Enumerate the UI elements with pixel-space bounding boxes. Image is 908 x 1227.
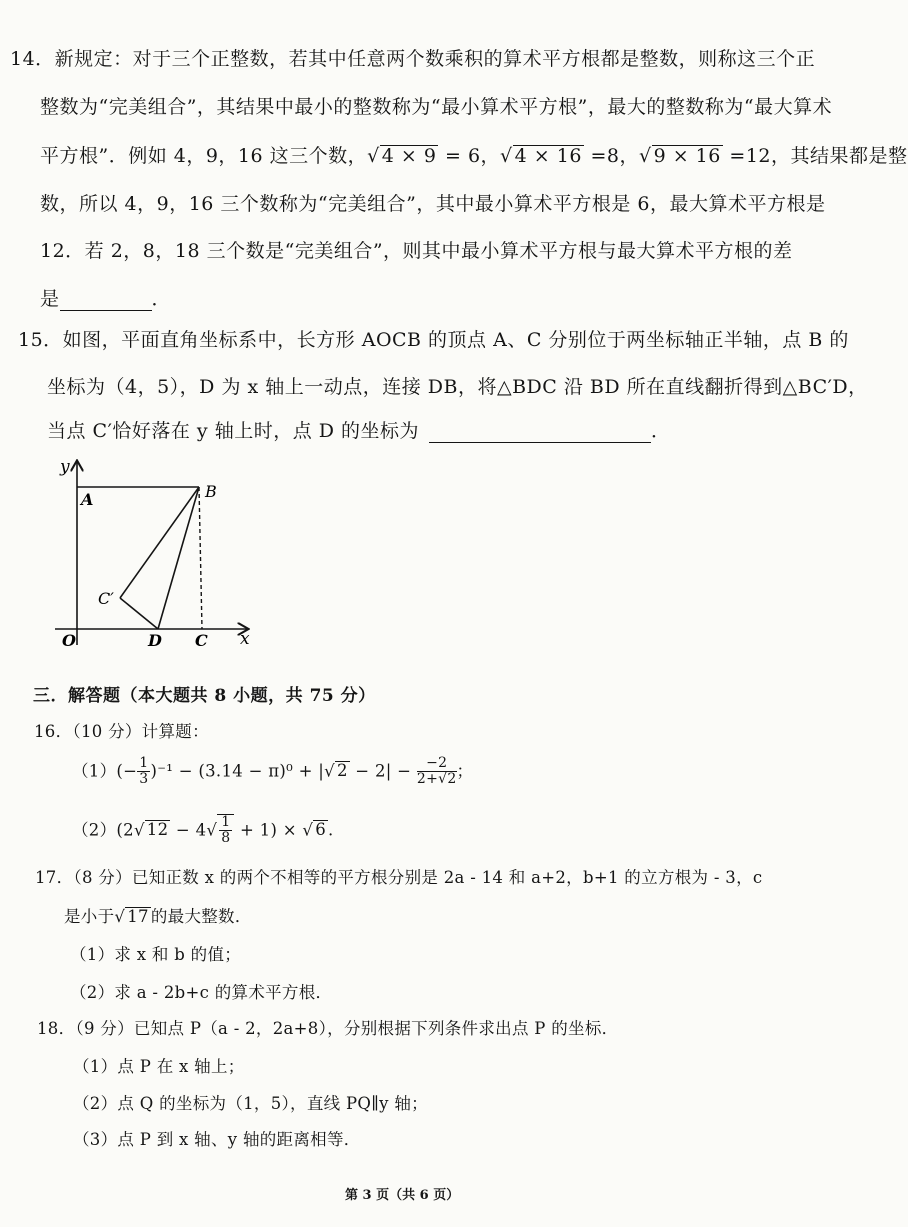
segment-bc-dashed xyxy=(199,487,202,629)
label-c-prime: C′ xyxy=(98,589,114,608)
q16-radical-6: 6 xyxy=(315,820,327,840)
q16-radical-eighth xyxy=(217,814,234,847)
q14-eq-2: =8， xyxy=(583,145,639,167)
q15-period: ． xyxy=(651,420,671,442)
sqrt-symbol: √ xyxy=(500,145,513,167)
q15-line-1: 15．如图，平面直角坐标系中，长方形 AOCB 的顶点 A、C 分别位于两坐标轴正半轴，点 B 的 xyxy=(18,329,849,351)
label-d: D xyxy=(148,631,162,650)
q15-line-3-text: 当点 C′恰好落在 y 轴上时，点 D 的坐标为 xyxy=(47,420,420,442)
q14-eq-1: = 6， xyxy=(438,145,501,167)
q14-radical-1: 4 × 9 xyxy=(381,145,437,167)
sqrt-symbol: √ xyxy=(324,761,335,781)
sqrt-symbol: √ xyxy=(114,907,126,926)
sqrt-symbol: √ xyxy=(133,820,145,840)
fraction-minus-two xyxy=(417,756,457,788)
answer-blank-15[interactable] xyxy=(429,424,651,443)
fraction-denominator: 2+√2 xyxy=(416,771,457,788)
q14-line-5: 12．若 2，8，18 三个数是“完美组合”，则其中最小算术平方根与最大算术平方根的差 xyxy=(40,240,793,262)
q16-p1-b: )⁻¹ − (3.14 − π)⁰ + | xyxy=(150,761,325,781)
answer-blank-14[interactable] xyxy=(60,292,152,311)
q17-line-2 xyxy=(64,903,252,927)
q16-heading: 16．（10 分）计算题： xyxy=(34,722,209,741)
q14-line-1: 14．新规定：对于三个正整数，若其中任意两个数乘积的算术平方根都是整数，则称这三个正 xyxy=(10,48,816,70)
q14-radical-3: 9 × 16 xyxy=(653,145,721,167)
fraction-one-third xyxy=(137,756,150,788)
q17-line-2-b: 的最大整数． xyxy=(150,907,252,926)
q15-line-2: 坐标为（4，5），D 为 x 轴上一动点，连接 DB，将△BDC 沿 BD 所在直线翻折得到△BC′D， xyxy=(47,376,868,398)
q14-line-6 xyxy=(40,284,171,311)
fraction-numerator: −2 xyxy=(417,756,457,772)
label-y: y xyxy=(60,457,70,477)
fraction-one-eighth xyxy=(219,815,232,847)
sqrt-symbol: √ xyxy=(638,145,652,167)
q16-p1-a: （1）(− xyxy=(72,761,138,781)
segment-bcprime xyxy=(120,487,199,598)
label-a: A xyxy=(81,490,94,509)
q15-line-3 xyxy=(47,416,671,443)
q14-radical-2: 4 × 16 xyxy=(514,145,582,167)
fraction-denominator: 3 xyxy=(139,771,149,788)
q14-line-2: 整数为“完美组合”，其结果中最小的整数称为“最小算术平方根”，最大的整数称为“最大算术 xyxy=(40,96,833,118)
label-o: O xyxy=(62,631,76,650)
q18-sub-2: （2）点 Q 的坐标为（1，5），直线 PQ∥y 轴； xyxy=(73,1094,428,1113)
label-x: x xyxy=(240,629,250,649)
q14-eq-3: =12，其结果都是整 xyxy=(722,145,908,167)
q14-line-6-text: 是 xyxy=(40,288,60,310)
fraction-denominator: 8 xyxy=(221,830,231,847)
q18-sub-3: （3）点 P 到 x 轴、y 轴的距离相等． xyxy=(73,1130,361,1149)
sqrt-symbol: √ xyxy=(302,820,314,840)
q18-sub-1: （1）点 P 在 x 轴上； xyxy=(73,1057,245,1076)
label-b: B xyxy=(205,482,217,501)
q16-radical-2: 2 xyxy=(336,761,348,781)
q17-line-2-a: 是小于 xyxy=(64,907,115,926)
sqrt-symbol: √ xyxy=(206,820,218,840)
q14-line-4: 数，所以 4，9，16 三个数称为“完美组合”，其中最小算术平方根是 6，最大算术平方根是 xyxy=(40,193,826,215)
sqrt-symbol: √ xyxy=(367,145,380,167)
q16-p1-d: ； xyxy=(456,761,474,781)
segment-cprime-d xyxy=(120,598,158,629)
q16-radical-12: 12 xyxy=(146,820,169,840)
q17-radical-17: 17 xyxy=(127,907,149,926)
q16-part-2 xyxy=(72,814,334,847)
q16-part-1 xyxy=(72,756,473,788)
fraction-numerator: 1 xyxy=(139,755,149,771)
q14-line-3-text: 平方根”．例如 4，9，16 这三个数， xyxy=(40,145,368,167)
q14-line-3 xyxy=(40,141,908,168)
q14-period: ． xyxy=(151,288,172,310)
section-heading: 三．解答题（本大题共 8 小题，共 75 分） xyxy=(33,686,376,706)
fraction-numerator: 1 xyxy=(221,814,231,830)
label-c: C xyxy=(195,631,208,650)
q16-p2-d: . xyxy=(328,820,334,840)
q16-p1-c: − 2| − xyxy=(349,761,417,781)
q17-sub-2: （2）求 a - 2b+c 的算术平方根． xyxy=(70,983,333,1002)
q18-line-1: 18．（9 分）已知点 P（a - 2，2a+8），分别根据下列条件求出点 P 的坐标． xyxy=(37,1019,619,1038)
q17-sub-1: （1）求 x 和 b 的值； xyxy=(70,945,242,964)
coordinate-figure xyxy=(50,450,260,655)
q16-p2-c: + 1) × xyxy=(234,820,303,840)
segment-bd xyxy=(158,487,199,629)
q17-line-1: 17．（8 分）已知正数 x 的两个不相等的平方根分别是 2a - 14 和 a+2，b+1 的立方根为 - 3，c xyxy=(35,868,763,887)
page-footer: 第 3 页（共 6 页） xyxy=(345,1188,460,1203)
q16-p2-b: − 4 xyxy=(170,820,207,840)
q16-p2-a: （2）(2 xyxy=(72,820,134,840)
